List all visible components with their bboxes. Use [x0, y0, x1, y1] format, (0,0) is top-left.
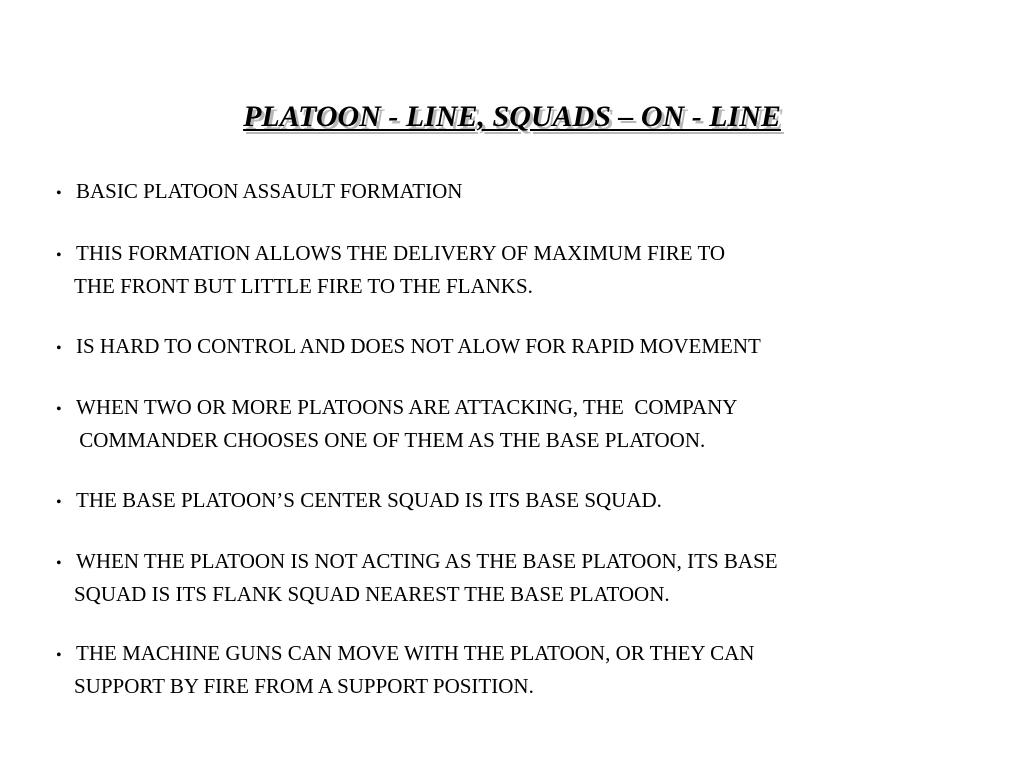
- bullet-dot: •: [56, 647, 62, 664]
- bullet-dot: •: [56, 340, 62, 357]
- bullet-text: BASIC PLATOON ASSAULT FORMATION: [76, 179, 463, 203]
- bullet-text: THE MACHINE GUNS CAN MOVE WITH THE PLATOON, OR THEY CAN: [76, 641, 755, 665]
- bullet-text: WHEN THE PLATOON IS NOT ACTING AS THE BASE PLATOON, ITS BASE: [76, 549, 778, 573]
- bullet-text-continued: THE FRONT BUT LITTLE FIRE TO THE FLANKS.: [74, 274, 533, 298]
- bullet-dot: •: [56, 247, 62, 264]
- slide-title: PLATOON - LINE, SQUADS – ON - LINE: [243, 100, 781, 133]
- bullet-dot: •: [56, 185, 62, 202]
- bullet-dot: •: [56, 555, 62, 572]
- bullet-text: THIS FORMATION ALLOWS THE DELIVERY OF MAXIMUM FIRE TO: [76, 241, 726, 265]
- bullet-item: [56, 238, 725, 302]
- bullet-item: [56, 331, 761, 364]
- bullet-dot: •: [56, 401, 62, 418]
- bullet-text: THE BASE PLATOON’S CENTER SQUAD IS ITS BASE SQUAD.: [76, 488, 662, 512]
- bullet-item: [56, 546, 778, 610]
- bullet-item: [56, 176, 462, 209]
- bullet-dot: •: [56, 494, 62, 511]
- bullet-item: [56, 638, 754, 702]
- bullet-text-continued: SQUAD IS ITS FLANK SQUAD NEAREST THE BASE PLATOON.: [74, 582, 670, 606]
- bullet-item: [56, 392, 737, 456]
- bullet-text: IS HARD TO CONTROL AND DOES NOT ALOW FOR RAPID MOVEMENT: [76, 334, 761, 358]
- bullet-text-continued: SUPPORT BY FIRE FROM A SUPPORT POSITION.: [74, 674, 534, 698]
- bullet-item: [56, 485, 662, 518]
- bullet-text: WHEN TWO OR MORE PLATOONS ARE ATTACKING, THE COMPANY: [76, 395, 738, 419]
- bullet-text-continued: COMMANDER CHOOSES ONE OF THEM AS THE BASE PLATOON.: [74, 428, 706, 452]
